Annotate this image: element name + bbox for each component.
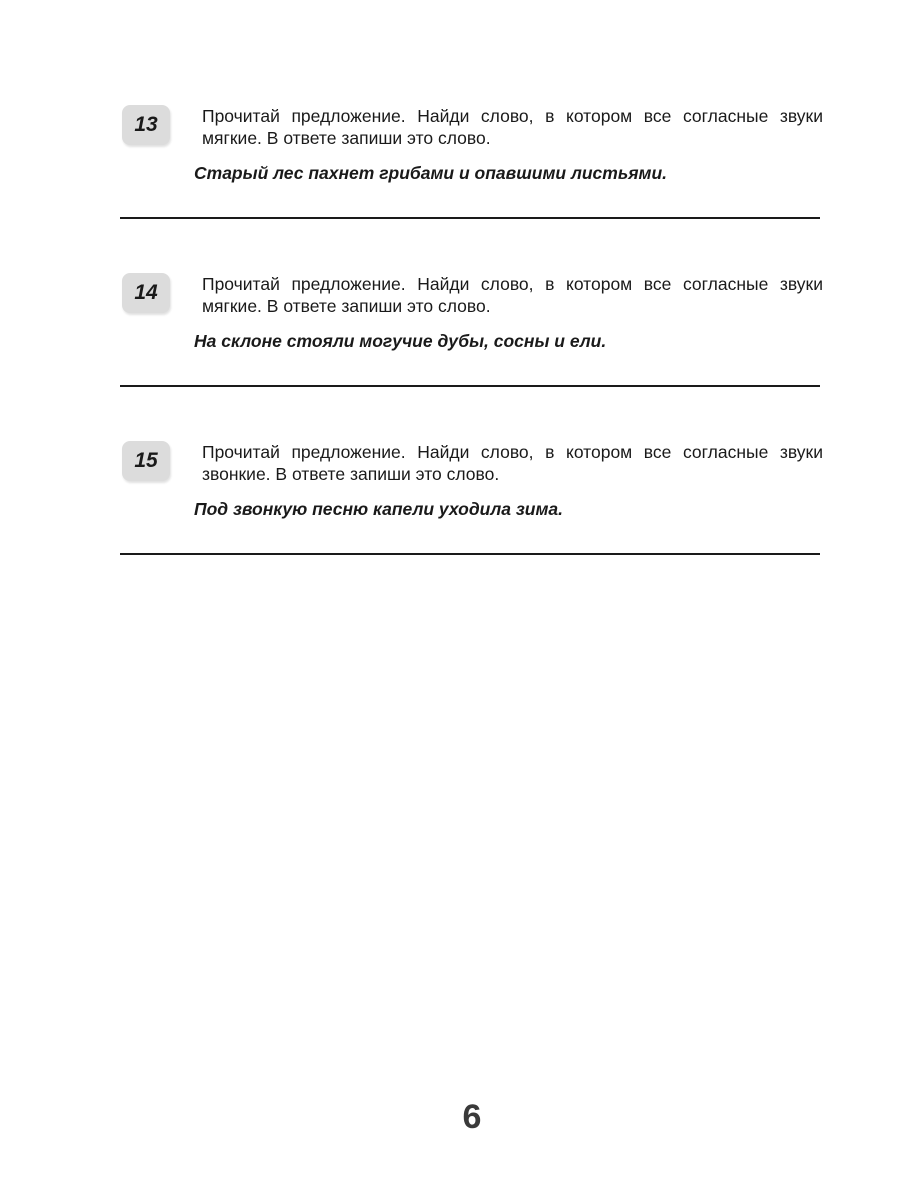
task-instruction: Прочитай предложение. Найди слово, в котором все согласные звуки мягкие. В ответе запиши это слово. — [202, 274, 823, 316]
task-sentence: Под звонкую песню капели уходила зима. — [194, 499, 563, 519]
page-number: 6 — [462, 1098, 482, 1136]
answer-line — [120, 385, 820, 387]
answer-line — [120, 553, 820, 555]
task-number-badge: 13 — [122, 105, 170, 145]
task-instruction: Прочитай предложение. Найди слово, в котором все согласные звуки звонкие. В ответе запиши это слово. — [202, 442, 823, 484]
task-number-badge: 15 — [122, 441, 170, 481]
answer-line — [120, 217, 820, 219]
task-instruction: Прочитай предложение. Найди слово, в котором все согласные звуки мягкие. В ответе запиши это слово. — [202, 106, 823, 148]
task-sentence: На склоне стояли могучие дубы, сосны и ели. — [194, 331, 607, 351]
task-number-badge: 14 — [122, 273, 170, 313]
task-sentence: Старый лес пахнет грибами и опавшими листьями. — [194, 163, 668, 183]
